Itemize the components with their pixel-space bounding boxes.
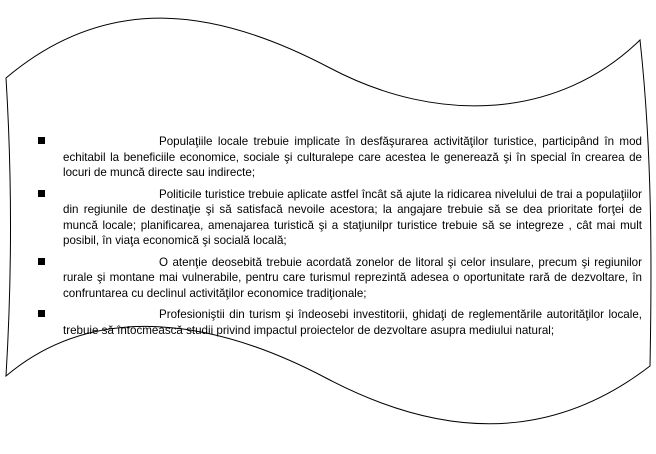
list-item <box>38 134 642 181</box>
bullet-text: O atenţie deosebită trebuie acordată zonelor de litoral şi celor insulare, precum şi regiunilor rurale şi montane mai vulnerabile, pentru care turismul reprezintă adesea o oportunitate rară de dezvoltare, în confruntarea cu declinul activităţilor economice tradiţionale; <box>63 255 642 300</box>
bullet-text: Profesioniştii din turism şi îndeosebi investitorii, ghidaţi de reglementările autorităţilor locale, trebuie să întocmească studii privind impactul proiectelor de dezvoltare asupra mediului natural; <box>63 308 642 337</box>
square-bullet-icon <box>38 258 45 265</box>
list-item <box>38 187 642 249</box>
bullet-list <box>38 134 642 344</box>
bullet-text: Politicile turistice trebuie aplicate astfel încât să ajute la ridicarea nivelului de trai a populaţiilor din regiunile de destinaţie şi să satisfacă nevoile acestora; la angajare trebuie să se dea prioritate forţei de muncă locale; planificarea, amenajarea turistică şi a staţiunilpr turistice trebuie să se integreze , cât mai mult posibil, în viaţa economică şi socială locală; <box>63 187 642 247</box>
list-item <box>38 255 642 302</box>
square-bullet-icon <box>38 310 45 317</box>
bullet-text: Populaţiile locale trebuie implicate în desfăşurarea activităţilor turistice, participând în mod echitabil la beneficiile economice, sociale şi culturalepe care acestea le generează şi în special în crearea de locuri de muncă directe sau indirecte; <box>63 135 642 179</box>
square-bullet-icon <box>38 137 45 144</box>
square-bullet-icon <box>38 190 45 197</box>
list-item <box>38 307 642 338</box>
